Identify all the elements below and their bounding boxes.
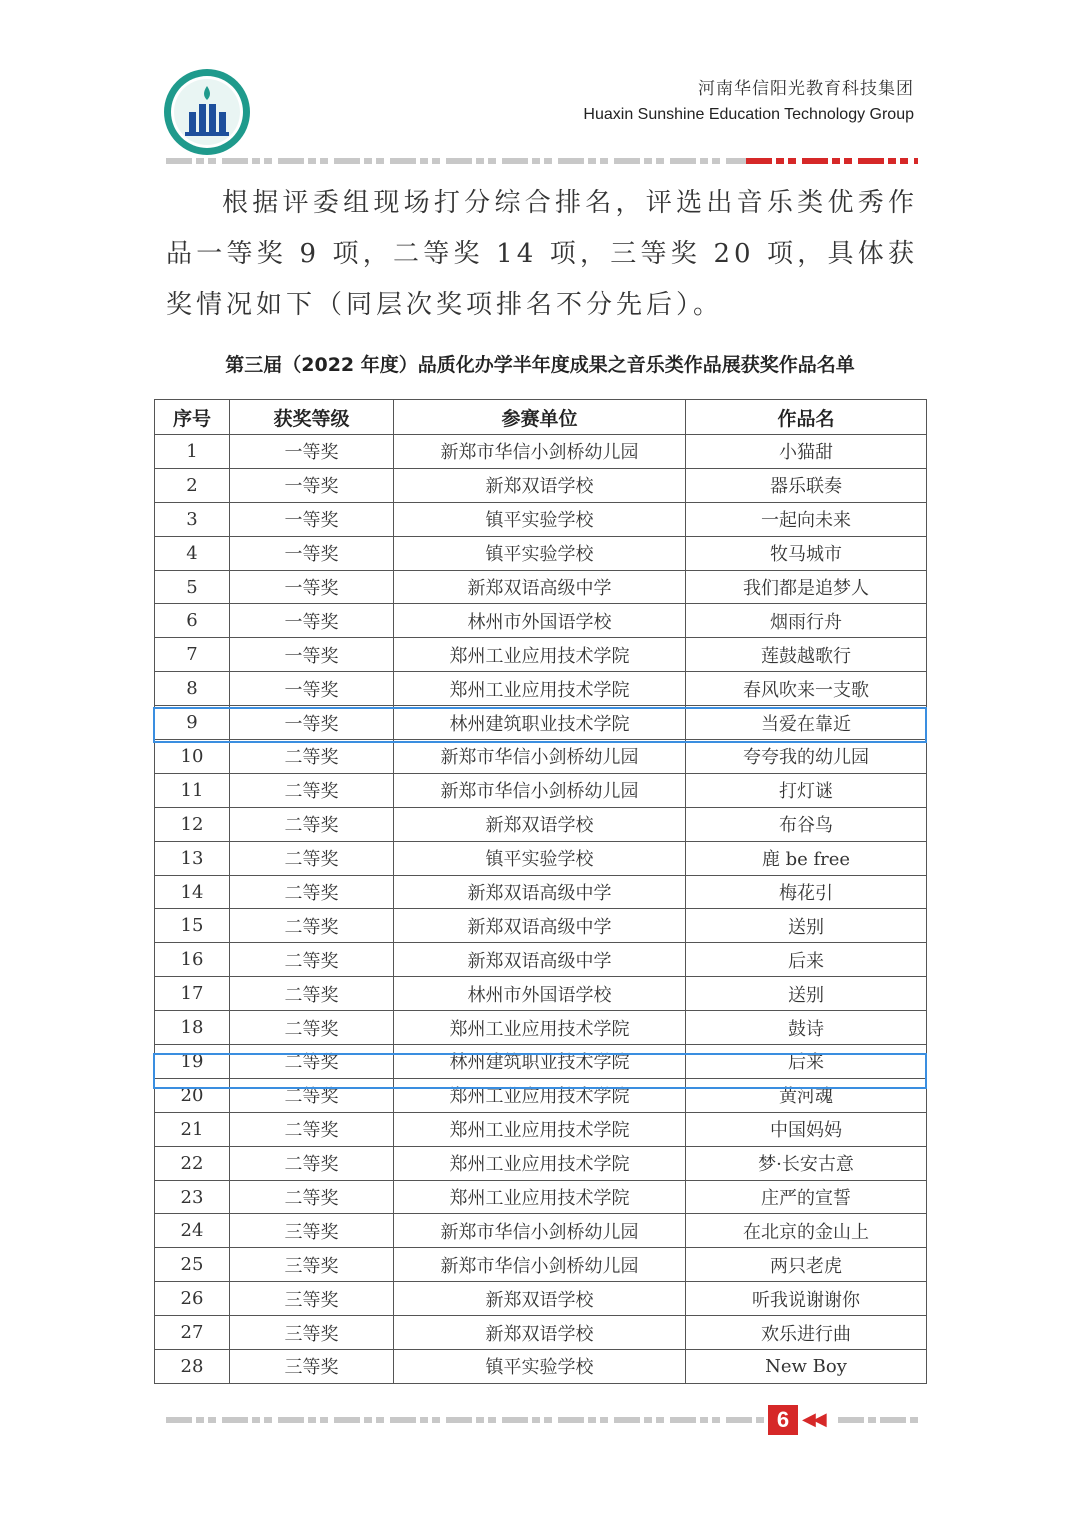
cell-work-title: 打灯谜 [686,773,927,807]
cell-work-title: 梦·长安古意 [686,1146,927,1180]
cell-work-title: 中国妈妈 [686,1112,927,1146]
table-row [155,706,927,740]
table-row [155,1078,927,1112]
cell-award-level: 一等奖 [230,672,394,706]
cell-award-level: 一等奖 [230,570,394,604]
cell-award-level: 二等奖 [230,977,394,1011]
cell-work-title: 莲鼓越歌行 [686,638,927,672]
cell-award-level: 三等奖 [230,1248,394,1282]
table-row [155,468,927,502]
cell-work-title: 送别 [686,909,927,943]
cell-award-level: 二等奖 [230,1112,394,1146]
cell-award-level: 二等奖 [230,740,394,774]
cell-unit: 镇平实验学校 [394,502,686,536]
cell-work-title: 黄河魂 [686,1078,927,1112]
table-header-row [155,400,927,435]
cell-award-level: 三等奖 [230,1316,394,1350]
table-body [155,435,927,1384]
cell-award-level: 三等奖 [230,1282,394,1316]
cell-unit: 郑州工业应用技术学院 [394,672,686,706]
cell-index: 14 [155,875,230,909]
cell-work-title: 夸夸我的幼儿园 [686,740,927,774]
cell-work-title: 一起向未来 [686,502,927,536]
table-row [155,638,927,672]
cell-unit: 林州建筑职业技术学院 [394,1045,686,1079]
table-row [155,1146,927,1180]
table-row [155,1112,927,1146]
cell-unit: 郑州工业应用技术学院 [394,1112,686,1146]
cell-award-level: 二等奖 [230,875,394,909]
organization-name-cn: 河南华信阳光教育科技集团 [698,79,914,99]
cell-award-level: 二等奖 [230,773,394,807]
intro-paragraph [166,178,918,331]
cell-unit: 林州建筑职业技术学院 [394,706,686,740]
header-work-title: 作品名 [686,400,927,435]
table-row [155,672,927,706]
cell-unit: 新郑市华信小剑桥幼儿园 [394,1248,686,1282]
cell-work-title: 布谷鸟 [686,807,927,841]
cell-index: 9 [155,706,230,740]
table-row [155,773,927,807]
cell-award-level: 二等奖 [230,909,394,943]
cell-work-title: 听我说谢谢你 [686,1282,927,1316]
cell-award-level: 二等奖 [230,807,394,841]
cell-index: 5 [155,570,230,604]
cell-award-level: 一等奖 [230,468,394,502]
cell-index: 8 [155,672,230,706]
cell-award-level: 一等奖 [230,638,394,672]
cell-award-level: 二等奖 [230,1045,394,1079]
table-row [155,1316,927,1350]
footer-divider-band [166,1414,766,1426]
cell-index: 10 [155,740,230,774]
cell-index: 13 [155,841,230,875]
cell-work-title: 两只老虎 [686,1248,927,1282]
cell-unit: 镇平实验学校 [394,1350,686,1384]
cell-index: 18 [155,1011,230,1045]
cell-unit: 新郑市华信小剑桥幼儿园 [394,1214,686,1248]
cell-unit: 新郑双语高级中学 [394,875,686,909]
table-row [155,909,927,943]
cell-award-level: 一等奖 [230,604,394,638]
table-row [155,875,927,909]
cell-award-level: 三等奖 [230,1350,394,1384]
cell-unit: 郑州工业应用技术学院 [394,1011,686,1045]
cell-index: 28 [155,1350,230,1384]
cell-award-level: 一等奖 [230,536,394,570]
table-row [155,1180,927,1214]
cell-work-title: 欢乐进行曲 [686,1316,927,1350]
cell-unit: 新郑市华信小剑桥幼儿园 [394,740,686,774]
cell-work-title: 小猫甜 [686,435,927,469]
cell-index: 24 [155,1214,230,1248]
cell-index: 11 [155,773,230,807]
table-row [155,1350,927,1384]
cell-unit: 郑州工业应用技术学院 [394,1180,686,1214]
cell-index: 7 [155,638,230,672]
cell-index: 16 [155,943,230,977]
cell-work-title: 当爱在靠近 [686,706,927,740]
cell-index: 21 [155,1112,230,1146]
page-number: 6 [768,1405,798,1435]
cell-work-title: 牧马城市 [686,536,927,570]
cell-unit: 郑州工业应用技术学院 [394,1078,686,1112]
cell-award-level: 二等奖 [230,1146,394,1180]
cell-index: 20 [155,1078,230,1112]
cell-unit: 新郑双语高级中学 [394,909,686,943]
cell-index: 2 [155,468,230,502]
cell-work-title: 鹿 be free [686,841,927,875]
table-row [155,1011,927,1045]
header-index: 序号 [155,400,230,435]
cell-work-title: 庄严的宣誓 [686,1180,927,1214]
cell-unit: 新郑双语学校 [394,468,686,502]
cell-award-level: 二等奖 [230,1180,394,1214]
intro-text: 根据评委组现场打分综合排名，评选出音乐类优秀作品一等奖 9 项，二等奖 14 项，三等奖 20 项，具体获奖情况如下（同层次奖项排名不分先后）。 [166,188,918,320]
cell-index: 15 [155,909,230,943]
organization-name-en: Huaxin Sunshine Education Technology Group [583,106,914,123]
cell-index: 3 [155,502,230,536]
cell-work-title: 烟雨行舟 [686,604,927,638]
cell-unit: 新郑双语高级中学 [394,570,686,604]
cell-award-level: 一等奖 [230,706,394,740]
cell-index: 26 [155,1282,230,1316]
cell-unit: 新郑市华信小剑桥幼儿园 [394,435,686,469]
table-row [155,943,927,977]
header-award-level: 获奖等级 [230,400,394,435]
table-row [155,435,927,469]
table-row [155,1248,927,1282]
table-row [155,502,927,536]
cell-unit: 新郑双语学校 [394,807,686,841]
table-row [155,977,927,1011]
cell-work-title: New Boy [686,1350,927,1384]
cell-work-title: 后来 [686,943,927,977]
table-row [155,807,927,841]
cell-unit: 郑州工业应用技术学院 [394,1146,686,1180]
cell-award-level: 一等奖 [230,435,394,469]
table-row [155,536,927,570]
cell-index: 17 [155,977,230,1011]
cell-award-level: 二等奖 [230,943,394,977]
cell-award-level: 二等奖 [230,841,394,875]
cell-work-title: 后来 [686,1045,927,1079]
cell-award-level: 三等奖 [230,1214,394,1248]
cell-index: 12 [155,807,230,841]
cell-index: 6 [155,604,230,638]
cell-index: 4 [155,536,230,570]
cell-unit: 新郑市华信小剑桥幼儿园 [394,773,686,807]
organization-header [583,78,914,126]
cell-award-level: 二等奖 [230,1011,394,1045]
cell-unit: 林州市外国语学校 [394,604,686,638]
cell-work-title: 梅花引 [686,875,927,909]
cell-work-title: 器乐联奏 [686,468,927,502]
table-row [155,1214,927,1248]
header-unit: 参赛单位 [394,400,686,435]
cell-award-level: 二等奖 [230,1078,394,1112]
cell-work-title: 送别 [686,977,927,1011]
table-row [155,740,927,774]
table-row [155,841,927,875]
table-title: 第三届（2022 年度）品质化办学半年度成果之音乐类作品展获奖作品名单 [225,354,855,376]
cell-unit: 新郑双语高级中学 [394,943,686,977]
cell-unit: 镇平实验学校 [394,841,686,875]
cell-index: 25 [155,1248,230,1282]
cell-unit: 新郑双语学校 [394,1316,686,1350]
table-row [155,1045,927,1079]
cell-unit: 新郑双语学校 [394,1282,686,1316]
table-row [155,1282,927,1316]
cell-award-level: 一等奖 [230,502,394,536]
group-logo-icon [163,68,251,156]
cell-unit: 镇平实验学校 [394,536,686,570]
page-arrows-icon: ◀◀ [802,1409,824,1430]
footer-divider-tail [838,1414,918,1426]
cell-unit: 郑州工业应用技术学院 [394,638,686,672]
cell-index: 23 [155,1180,230,1214]
cell-index: 19 [155,1045,230,1079]
table-row [155,604,927,638]
cell-index: 27 [155,1316,230,1350]
table-row [155,570,927,604]
cell-work-title: 我们都是追梦人 [686,570,927,604]
cell-work-title: 鼓诗 [686,1011,927,1045]
cell-unit: 林州市外国语学校 [394,977,686,1011]
cell-work-title: 春风吹来一支歌 [686,672,927,706]
awards-table [154,399,927,1384]
cell-index: 22 [155,1146,230,1180]
cell-index: 1 [155,435,230,469]
header-divider-band [166,155,918,167]
cell-work-title: 在北京的金山上 [686,1214,927,1248]
